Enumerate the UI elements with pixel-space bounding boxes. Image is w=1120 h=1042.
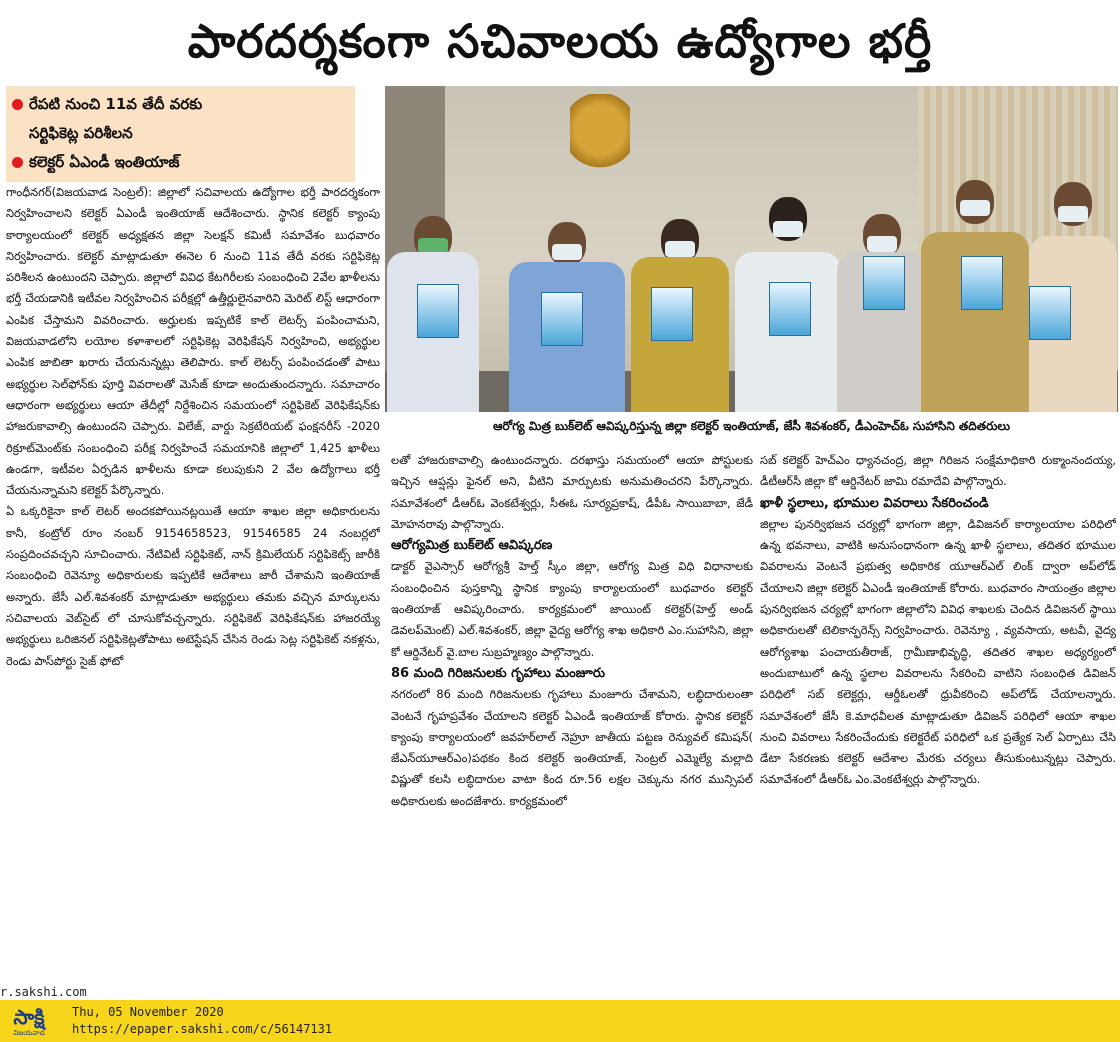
person-figure [387,192,479,412]
news-photo [385,86,1118,412]
article-paragraph: గాంధీనగర్(విజయవాడ సెంట్రల్): జిల్లాలో సచివాలయ ఉద్యోగాల భర్తీ పారదర్శకంగా నిర్వహించాలని కలెక్టర్ ఏఎండీ ఇంతియాజ్ ఆదేశించారు. స్థానిక కలెక్టర్ క్యాంపు కార్యాలయంలో కలెక్టర్ అధ్యక్షతన జిల్లా సెలక్షన్ కమిటీ సమావేశం బుధవారం నిర్వహించారు. కలెక్టర్ మాట్లాడుతూ ఈనెల 6 నుంచి 11వ తేదీ వరకు సర్టిఫికెట్ల పరిశీలన ఉంటుందని చెప్పారు. జిల్లాలో వివిధ కేటగిరీలకు సంబంధించి 2వేల ఖాళీలను భర్తీ చేయడానికి ఇటీవల నిర్వహించిన పరీక్షల్లో ఉత్తీర్ణులైనవారిని మెరిట్ లిస్ట్ ఆధారంగా ఎంపిక చేస్తామని వివరించారు. అర్హులకు ఇప్పటికే కాల్ లెటర్స్ పంపించామని, విజయవాడలోని లయోల కళాశాలలో సర్టిఫికెట్ల వెరిఫికేషన్ నిర్వహించి, అభ్యర్థుల ఎంపిక జాబితా ఖరారు చేయనున్నట్లు తెలిపారు. కాల్ లెటర్స్ పంపించడంతో పాటు అభ్యర్థుల సెల్‌ఫోన్‌కు పూర్తి వివరాలతో మెసేజ్ కూడా అందుతుందన్నారు. సమాచారం ఆధారంగా అభ్యర్థులు ఆయా తేదీల్లో నిర్దేశించిన సమయంలో సర్టిఫికెట్ వెరిఫికేషన్‌కు హాజరుకావాల్సి ఉంటుందని చెప్పారు. విలేజ్, వార్డు సెక్రటేరియట్ ఫంక్షనరీస్ -2020 రిక్రూట్‌మెంట్‌కు సంబంధించి పరీక్ష నిర్వహించే సమయానికి జిల్లాలో 1,425 ఖాళీలు ఉండగా, ఇటీవల ఏర్పడిన ఖాళీలను కూడా కలుపుకుని 2 వేల ఉద్యోగాలు భర్తీ చేయనున్నామని కలెక్టర్ పేర్కొన్నారు. [6,185,380,498]
person-figure [837,192,927,412]
highlights-box [6,86,355,182]
logo-edition: విజయవాడ [13,1029,45,1037]
person-figure [735,187,841,412]
subheading: ఖాళీ స్థలాలు, భూముల వివరాలు సేకరించండి [760,495,989,511]
bullet-icon [12,99,23,110]
highlight-item: కలెక్టర్ ఏఎండీ ఇంతియాజ్ [12,148,349,177]
photo-caption: ఆరోగ్య మిత్ర బుక్‌లెట్ ఆవిష్కరిస్తున్న జిల్లా కలెక్టర్ ఇంతియాజ్, జేసీ శివశంకర్, డీఎంహెచ్ఓ సుహాసిని తదితరులు [492,419,1010,433]
highlight-item: సర్టిఫికెట్ల పరిశీలన [29,124,133,142]
highlight-item: రేపటి నుంచి 11వ తేదీ వరకు [12,90,349,119]
article-paragraph: జిల్లాల పునర్విభజన చర్యల్లో భాగంగా జిల్లా, డివిజనల్ కార్యాలయాల పరిధిలో ఉన్న భవనాలు, వాటికి అనుసంధానంగా ఉన్న ఖాళీ స్థలాలు, తదితర భూముల వివరాలను వెంటనే ప్రభుత్వ అధికారిక యూఆర్ఎల్ లింక్ ద్వారా అప్‌లోడ్ చేయాలని జిల్లా కలెక్టర్ ఏఎండీ ఇంతియాజ్ కోరారు. బుధవారం సాయంత్రం జిల్లాల పునర్విభజన చర్యల్లో భాగంగా జిల్లాలోని వివిధ శాఖలకు చెందిన డివిజనల్ స్థాయి అధికారులతో టెలికాన్ఫరెన్స్ నిర్వహించారు. రెవెన్యూ , వ్యవసాయ, అటవీ, వైద్య ఆరోగ్యశాఖ పంచాయతీరాజ్, గ్రామీణాభివృద్ధి, తదితర శాఖల అధ్యర్యంలో అందుబాటులో ఉన్న స్థలాల వివరాలను సేకరించి వాటిని సంబంధిత డివిజన్ పరిధిలో సబ్ కలెక్టర్లు, ఆర్డీఓలతో ధ్రువీకరించి అప్‌లోడ్ చేయాలన్నారు. సమావేశంలో జేసీ కె.మాధవీలత మాట్లాడుతూ డివిజన్ పరిధిలో ఆయా శాఖల నుంచి వివరాలు సేకరించేందుకు కలెక్టరేట్ పరిధిలో ఒక ప్రత్యేక సెల్ ఏర్పాటు చేసి డేటా సేకరణకు కలెక్టర్ ఆదేశాల మేరకు చర్యలు తీసుకుంటున్నట్లు చెప్పారు. సమావేశంలో డీఆర్ఓ ఎం.వెంకటేశ్వర్లు పాల్గొన్నారు. [760,516,1116,787]
article-column-1 [6,182,380,984]
person-figure [1029,176,1117,412]
person-figure [921,172,1029,412]
article-headline: పారదర్శకంగా సచివాలయ ఉద్యోగాల భర్తీ [187,14,933,68]
article-paragraph: లతో హాజరుకావాల్సి ఉంటుందన్నారు. దరఖాస్తు సమయంలో ఆయా పోస్టులకు ఇచ్చిన ఆప్షన్లు ఫైనల్ అని, వీటిని మార్పుటకు అనుమతించరని పేర్కొన్నారు. సమావేశంలో డీఆర్ఓ వెంకటేశ్వర్లు, సీఈఓ సూర్యప్రకాష్, డీపీఓ సాయిబాబా, జేడీ మోహనరావు పాల్గొన్నారు. [391,453,753,531]
epaper-footer [0,1000,1120,1042]
site-url-fragment: r.sakshi.com [0,985,87,999]
epaper-link[interactable]: https://epaper.sakshi.com/c/56147131 [72,1022,333,1036]
article-paragraph: నగరంలో 86 మంది గిరిజనులకు గృహాలు మంజూరు చేశామని, లబ్ధిదారులంతా వెంటనే గృహప్రవేశం చేయాలని కలెక్టర్ ఏఎండీ ఇంతియాజ్ కోరారు. స్థానిక కలెక్టర్ క్యాంపు కార్యాలయంలో జవహర్‌లాల్ నెహ్రూ జాతీయ పట్టణ రెన్యువల్ కమిషన్( జేఎన్‌యూఆర్ఎం)పథకం కింద కలెక్టర్ ఇంతియాజ్, సెంట్రల్ ఎమ్మెల్యే మల్లాది విష్ణుతో కలసి లబ్ధిదారుల వాటా కింద రూ.56 లక్షల చెక్కును నగర మున్సిపల్ అధికారులకు అందజేశారు. కార్యక్రమంలో [391,687,753,808]
national-emblem-icon [570,94,630,184]
person-figure [509,202,625,412]
article-column-3 [760,450,1116,984]
person-figure [631,197,729,412]
subheading: ఆరోగ్యమిత్ర బుక్‌లెట్ ఆవిష్కరణ [391,538,553,554]
article-paragraph: సబ్ కలెక్టర్ హెచ్ఎం ధ్యానచంద్ర, జిల్లా గిరిజన సంక్షేమాధికారి రుక్మాంనందయ్య, డీటీఆర్‌సీ జిల్లా కో ఆర్డినేటర్ జామి రమాదేవి పాల్గొన్నారు. [760,453,1116,489]
article-paragraph: ఏ ఒక్కరికైనా కాల్ లెటర్ అందకపోయినట్లయితే ఆయా శాఖల జిల్లా అధికారులను కానీ, కంట్రోల్ రూం నంబర్ 9154658523, 91546585 24 నంబర్లలో సంప్రదించవచ్చని సూచించారు. నేటివిటీ సర్టిఫికెట్, నాన్ క్రిమిలేయర్ సర్టిఫికెట్స్ జారీకి సంబంధించి రెవెన్యూ అధికారులకు ఇప్పటికే ఆదేశాలు జారీ చేశామని ఇంతియాజ్ అన్నారు. జేసీ ఎల్.శివశంకర్ మాట్లాడుతూ అభ్యర్థులు తమకు వచ్చిన మార్కులను సచివాలయ వెబ్‌సైట్ లో చూసుకోవచ్చన్నారు. సర్టిఫికెట్ వెరిఫికేషన్‌కు హాజరయ్యే అభ్యర్థులు ఒరిజినల్ సర్టిఫికెట్లతోపాటు అటెస్టేషన్ చేసిన రెండు సెట్ల సర్టిఫికెట్ నకళ్లను, రెండు పాస్‌పోర్టు సైజ్ ఫోటో [6,504,380,668]
article-column-2 [391,450,753,984]
bullet-icon [12,157,23,168]
article-paragraph: డాక్టర్ వైఎస్సార్ ఆరోగ్యశ్రీ హెల్త్ స్కీం జిల్లా, ఆరోగ్య మిత్ర విధి విధానాలకు సంబంధించిన పుస్తకాన్ని స్థానిక క్యాంపు కార్యాలయంలో బుధవారం కలెక్టర్ ఇంతియాజ్ ఆవిష్కరించారు. కార్యక్రమంలో జాయింట్ కలెక్టర్(హెల్త్ అండ్ డెవలప్‌మెంట్) ఎల్.శివశంకర్, జిల్లా వైద్య ఆరోగ్య శాఖ అధికారి ఎం.సుహాసిని, జిల్లా కో ఆర్డినేటర్ వై.బాల సుబ్రహ్మణ్యం పాల్గొన్నారు. [391,559,753,659]
subheading: 86 మంది గిరిజనులకు గృహాలు మంజూరు [391,665,606,681]
sakshi-logo: సాక్షి [13,1005,45,1029]
edition-date: Thu, 05 November 2020 [72,1005,224,1019]
